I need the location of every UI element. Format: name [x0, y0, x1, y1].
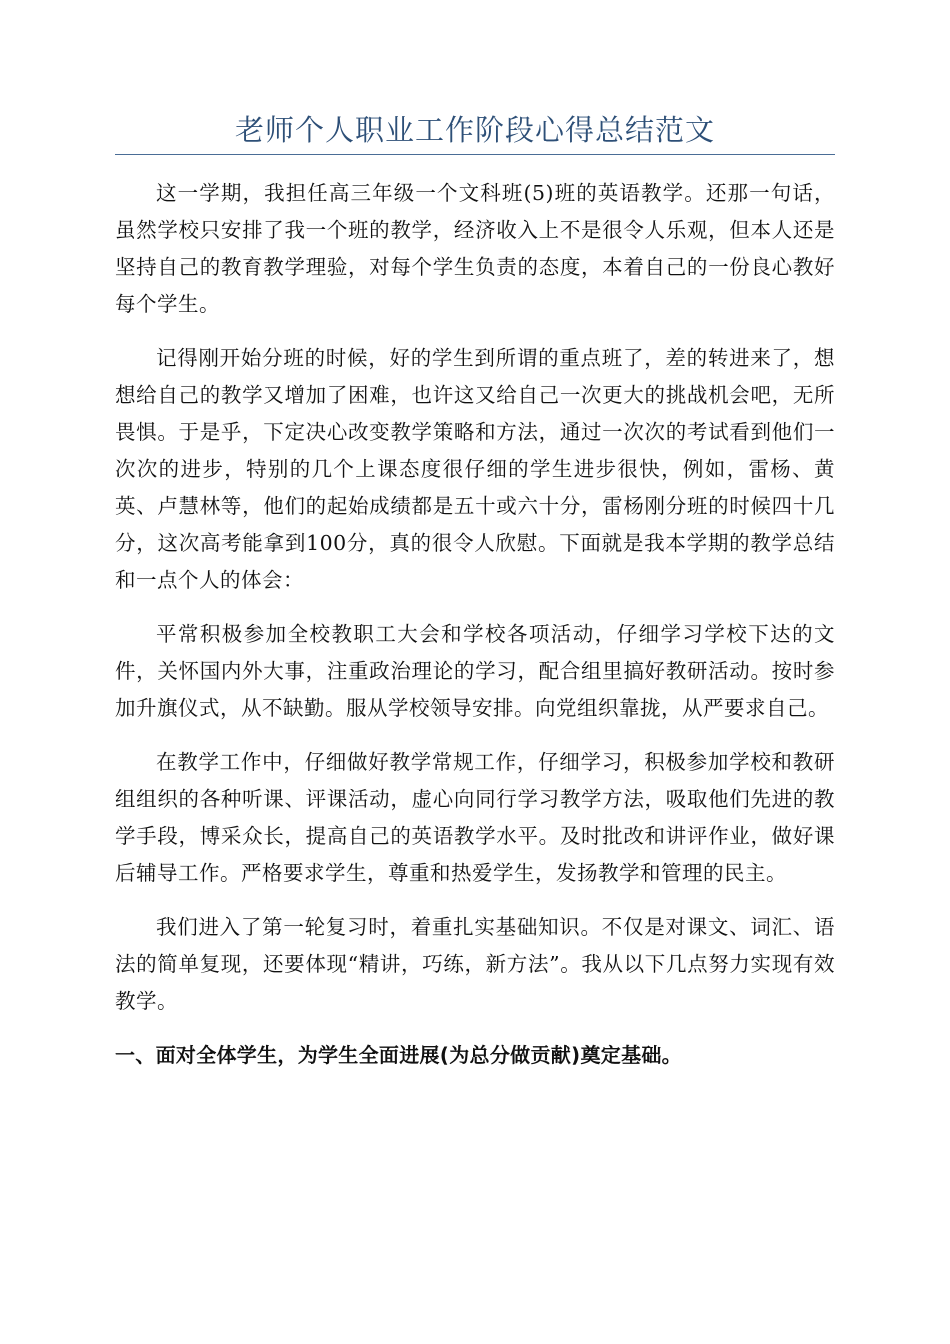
- document-title: 老师个人职业工作阶段心得总结范文: [234, 113, 715, 147]
- section-heading: 一、面对全体学生，为学生全面进展(为总分做贡献)奠定基础。: [115, 1043, 682, 1067]
- paragraph-4: 在教学工作中，仔细做好教学常规工作，仔细学习，积极参加学校和教研组组织的各种听课、评课活动，虚心向同行学习教学方法，吸取他们先进的教学手段，博采众长，提高自己的英语教学水平。及时批改和讲评作业，做好课后辅导工作。严格要求学生，尊重和热爱学生，发扬教学和管理的民主。: [115, 750, 835, 885]
- paragraph-2: 记得刚开始分班的时候，好的学生到所谓的重点班了，差的转进来了，想想给自己的教学又增加了困难，也许这又给自己一次更大的挑战机会吧，无所畏惧。于是乎，下定决心改变教学策略和方法，通过一次次的考试看到他们一次次的进步，特别的几个上课态度很仔细的学生进步很快，例如，雷杨、黄英、卢慧林等，他们的起始成绩都是五十或六十分，雷杨刚分班的时候四十几分，这次高考能拿到100分，真的很令人欣慰。下面就是我本学期的教学总结和一点个人的体会：: [115, 346, 835, 592]
- paragraph-5: 我们进入了第一轮复习时，着重扎实基础知识。不仅是对课文、词汇、语法的简单复现，还要体现“精讲，巧练，新方法”。我从以下几点努力实现有效教学。: [115, 915, 835, 1013]
- title-divider: [115, 154, 835, 155]
- paragraph-1: 这一学期，我担任高三年级一个文科班(5)班的英语教学。还那一句话，虽然学校只安排了我一个班的教学，经济收入上不是很令人乐观，但本人还是坚持自己的教育教学理验，对每个学生负责的态度，本着自己的一份良心教好每个学生。: [115, 181, 835, 316]
- document-body: [115, 175, 835, 1074]
- paragraph-3: 平常积极参加全校教职工大会和学校各项活动，仔细学习学校下达的文件，关怀国内外大事，注重政治理论的学习，配合组里搞好教研活动。按时参加升旗仪式，从不缺勤。服从学校领导安排。向党组织靠拢，从严要求自己。: [115, 622, 835, 720]
